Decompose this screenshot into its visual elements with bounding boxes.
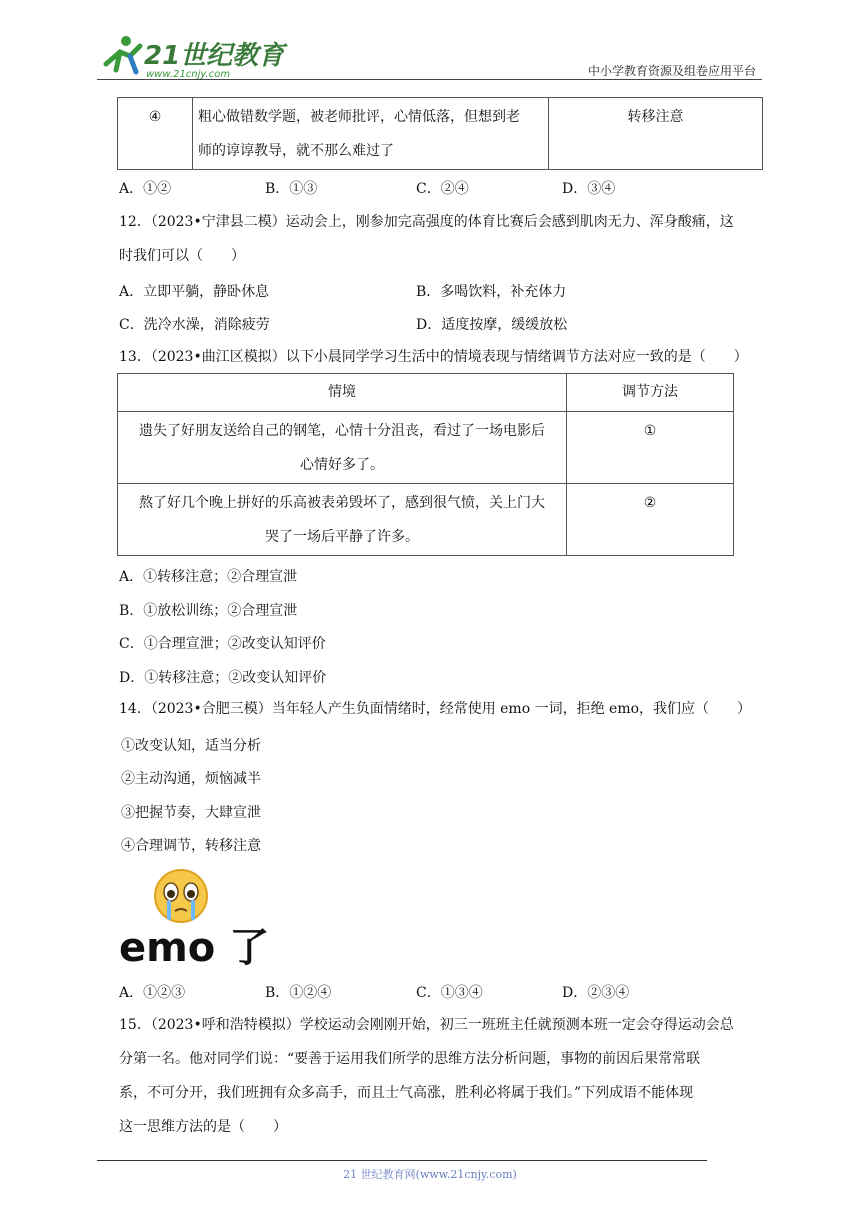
q11-option-a[interactable]: A．①② xyxy=(119,181,172,197)
q15-stem-line3: 系，不可分开，我们班拥有众多高手，而且士气高涨，胜利必将属于我们。”下列成语不能体现 xyxy=(119,1085,694,1101)
q14-option-d[interactable]: D．②③④ xyxy=(562,985,630,1001)
row-number: ④ xyxy=(118,98,193,170)
q14-item-3: ③把握节奏，大肆宣泄 xyxy=(121,805,261,821)
q13-table xyxy=(117,373,734,556)
header-situation: 情境 xyxy=(118,374,567,412)
q12-option-c[interactable]: C．洗冷水澡，消除疲劳 xyxy=(119,317,270,333)
q12-option-d[interactable]: D．适度按摩，缓缓放松 xyxy=(416,317,568,333)
site-logo xyxy=(96,34,285,80)
q14-item-4: ④合理调节，转移注意 xyxy=(121,838,261,854)
emo-caption: emo 了 xyxy=(119,925,270,971)
logo-url: www.21cnjy.com xyxy=(146,69,231,80)
header-divider xyxy=(97,79,762,80)
q12-option-a[interactable]: A．立即平躺，静卧休息 xyxy=(119,284,270,300)
method-row-1: ① xyxy=(567,412,734,484)
logo-text: 21世纪教育 xyxy=(144,41,285,71)
crying-emoji-icon xyxy=(117,866,270,971)
q13-option-d[interactable]: D．①转移注意；②改变认知评价 xyxy=(119,670,327,686)
q11-option-b[interactable]: B．①③ xyxy=(265,181,318,197)
q12-stem-line2: 时我们可以（ ） xyxy=(119,248,245,264)
situation-cell: 粗心做错数学题，被老师批评，心情低落，但想到老 师的谆谆教导，就不那么难过了 xyxy=(193,98,549,170)
situation-row-2: 熬了好几个晚上拼好的乐高被表弟毁坏了，感到很气愤，关上门大 哭了一场后平静了许多。 xyxy=(118,484,567,556)
q15-stem-line1: 15．（2023•呼和浩特模拟）学校运动会刚刚开始，初三一班班主任就预测本班一定会夺得运动会总 xyxy=(119,1017,734,1033)
q14-option-c[interactable]: C．①③④ xyxy=(416,985,483,1001)
q13-option-c[interactable]: C．①合理宣泄；②改变认知评价 xyxy=(119,636,326,652)
q13-option-a[interactable]: A．①转移注意；②合理宣泄 xyxy=(119,569,298,585)
q13-option-b[interactable]: B．①放松训练；②合理宣泄 xyxy=(119,603,298,619)
q13-stem: 13．（2023•曲江区模拟）以下小晨同学学习生活中的情境表现与情绪调节方法对应一致的是（ ） xyxy=(119,349,748,365)
header-method: 调节方法 xyxy=(567,374,734,412)
footer-divider xyxy=(97,1160,707,1161)
q11-option-d[interactable]: D．③④ xyxy=(562,181,616,197)
q11-option-c[interactable]: C．②④ xyxy=(416,181,469,197)
method-row-2: ② xyxy=(567,484,734,556)
situation-row-1: 遗失了好朋友送给自己的钢笔，心情十分沮丧，看过了一场电影后 心情好多了。 xyxy=(118,412,567,484)
q15-stem-line4: 这一思维方法的是（ ） xyxy=(119,1119,287,1135)
q15-stem-line2: 分第一名。他对同学们说：“要善于运用我们所学的思维方法分析问题，事物的前因后果常常联 xyxy=(119,1051,701,1067)
platform-name: 中小学教育资源及组卷应用平台 xyxy=(587,64,756,78)
q14-stem: 14．（2023•合肥三模）当年轻人产生负面情绪时，经常使用 emo 一词，拒绝 emo，我们应（ ） xyxy=(119,701,752,717)
q14-item-2: ②主动沟通，烦恼减半 xyxy=(121,771,261,787)
top-table xyxy=(117,97,763,170)
runner-logo-icon xyxy=(96,34,285,80)
footer-text[interactable]: 21 世纪教育网(www.21cnjy.com) xyxy=(343,1168,517,1181)
q12-stem-line1: 12．（2023•宁津县二模）运动会上，刚参加完高强度的体育比赛后会感到肌肉无力、浑身酸痛，这 xyxy=(119,214,734,230)
method-cell: 转移注意 xyxy=(549,98,763,170)
q14-option-a[interactable]: A．①②③ xyxy=(119,985,186,1001)
q12-option-b[interactable]: B．多喝饮料，补充体力 xyxy=(416,284,567,300)
q14-item-1: ①改变认知，适当分析 xyxy=(121,738,261,754)
q14-option-b[interactable]: B．①②④ xyxy=(265,985,332,1001)
emo-image xyxy=(117,866,270,971)
